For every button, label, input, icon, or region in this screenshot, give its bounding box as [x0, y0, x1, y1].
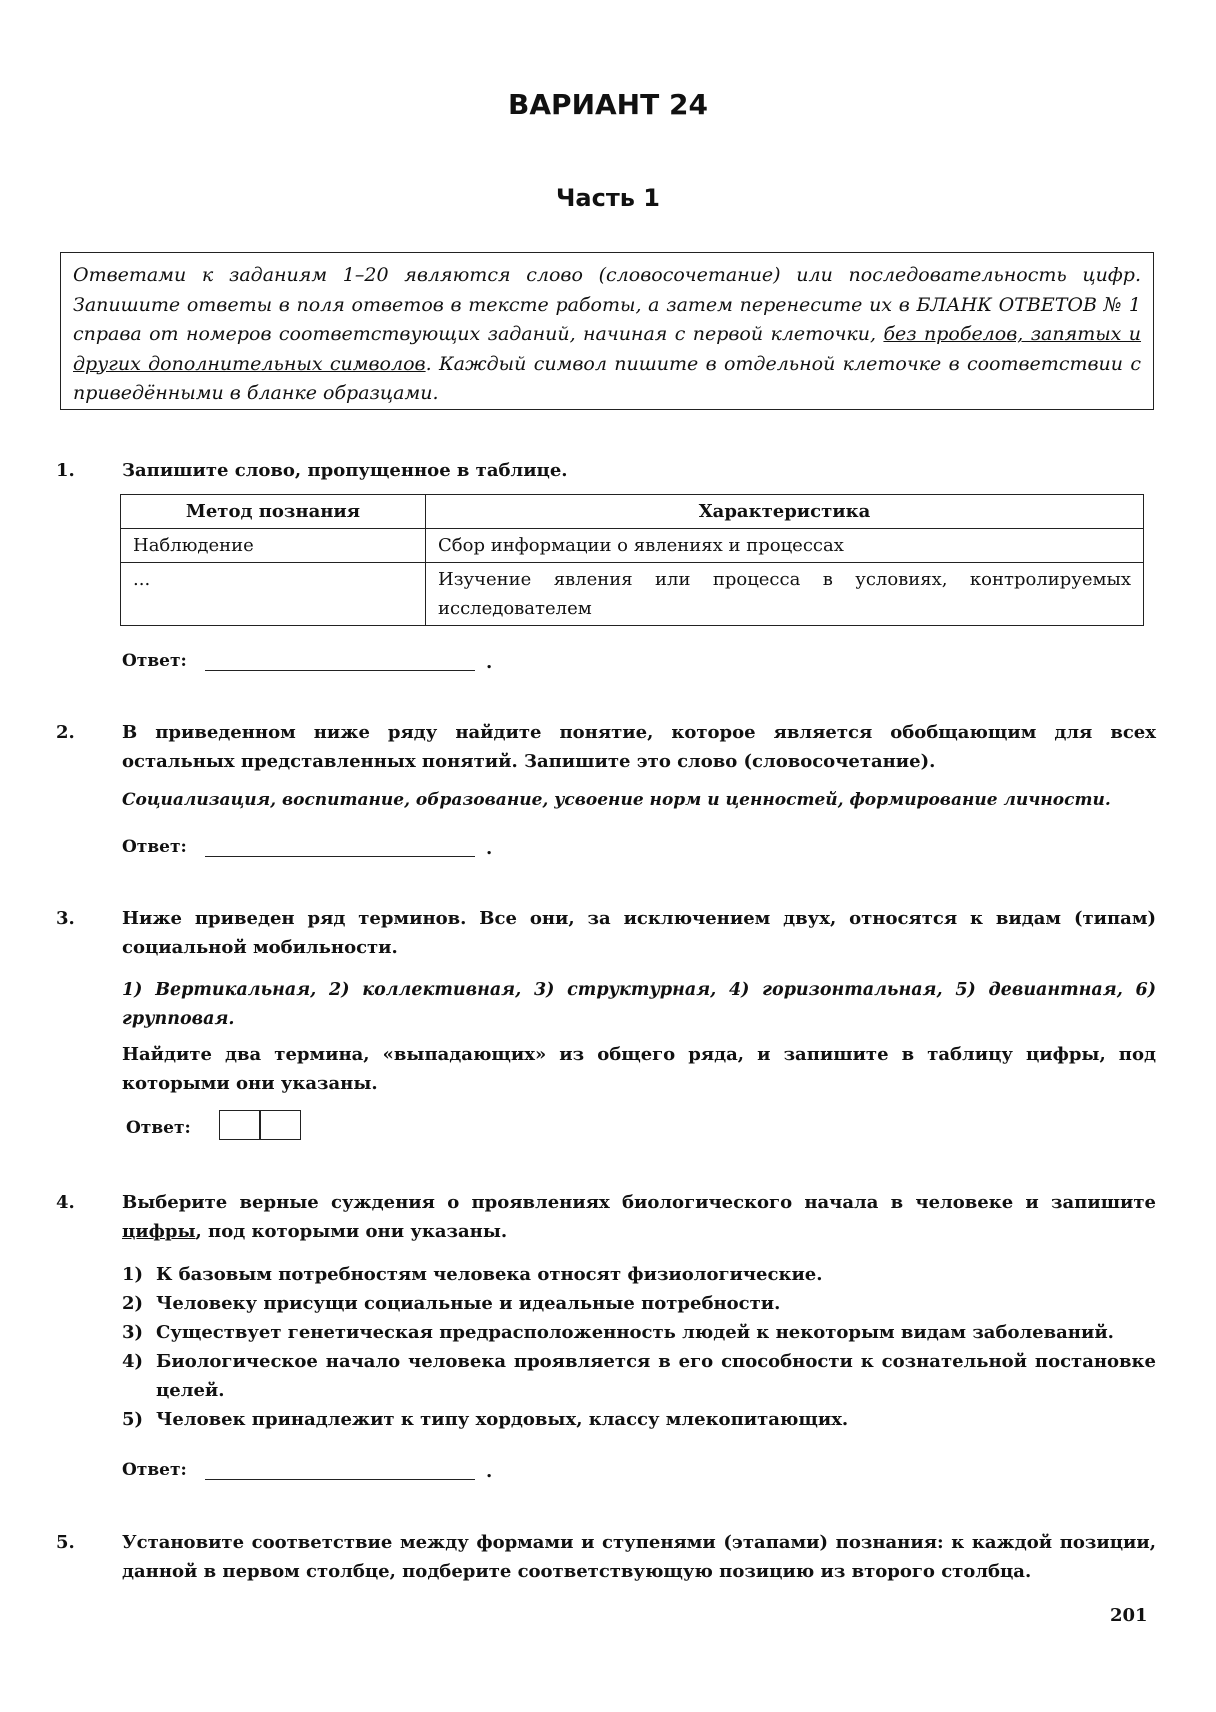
q4-answer-end: .	[486, 1461, 493, 1482]
table-cell: Изучение явления или процесса в условиях, контролируемых исследователем	[426, 563, 1144, 626]
q4-text-underlined: цифры	[122, 1221, 196, 1242]
instructions-box	[60, 252, 1154, 410]
option-number: 1)	[122, 1264, 144, 1285]
instructions-underlined: без пробелов, запятых и других дополнительных символов	[73, 323, 1142, 375]
q1-answer-label: Ответ:	[122, 651, 187, 671]
q3-number: 3.	[56, 908, 75, 929]
variant-title: ВАРИАНТ 24	[508, 88, 708, 121]
q3-task: Найдите два термина, «выпадающих» из общего ряда, и запишите в таблицу цифры, под которыми они указаны.	[122, 1044, 1156, 1094]
q3-answer-boxes	[220, 1110, 301, 1140]
option-text: Биологическое начало человека проявляется в его способности к сознательной постановке целей.	[156, 1351, 1156, 1401]
q5-number: 5.	[56, 1532, 75, 1553]
instructions-text: Ответами к заданиям 1–20 являются слово (словосочетание) или последовательность цифр. Запишите ответы в поля ответов в тексте работы, а затем перенесите их в БЛАНК ОТВЕТОВ № 1 справа от номеров соответствующих заданий, начиная с первой клеточки,	[73, 264, 1141, 345]
option-number: 4)	[122, 1351, 144, 1372]
option-number: 2)	[122, 1293, 144, 1314]
q3-answer-label: Ответ:	[126, 1118, 191, 1138]
q4-number: 4.	[56, 1192, 75, 1213]
answer-cell[interactable]	[259, 1110, 301, 1140]
table-row	[121, 529, 1144, 563]
table-cell: Сбор информации о явлениях и процессах	[426, 529, 1144, 563]
q1-answer-end: .	[486, 652, 493, 673]
list-item	[122, 1347, 1156, 1405]
table-row	[121, 563, 1144, 626]
q5-text: Установите соответствие между формами и ступенями (этапами) познания: к каждой позиции, данной в первом столбце, подберите соответствующую позицию из второго столбца.	[122, 1532, 1156, 1582]
option-number: 5)	[122, 1409, 144, 1430]
option-text: Человеку присущи социальные и идеальные потребности.	[156, 1293, 781, 1314]
table-cell: Наблюдение	[121, 529, 426, 563]
q2-term-list: Социализация, воспитание, образование, усвоение норм и ценностей, формирование личности.	[122, 790, 1111, 810]
q4-text-end: , под которыми они указаны.	[195, 1221, 508, 1242]
q4-answer-label: Ответ:	[122, 1460, 187, 1480]
table-cell: ...	[121, 563, 426, 626]
q4-text	[122, 1188, 1156, 1246]
option-text: Человек принадлежит к типу хордовых, классу млекопитающих.	[156, 1409, 849, 1430]
q2-text: В приведенном ниже ряду найдите понятие, которое является обобщающим для всех остальных представленных понятий. Запишите это слово (словосочетание).	[122, 722, 1156, 772]
list-item	[122, 1318, 1156, 1347]
list-item	[122, 1289, 1156, 1318]
option-text: К базовым потребностям человека относят физиологические.	[156, 1264, 823, 1285]
q1-number: 1.	[56, 460, 75, 481]
q2-answer-field[interactable]	[205, 856, 475, 857]
q1-answer-field[interactable]	[205, 670, 475, 671]
q3-term-list: 1) Вертикальная, 2) коллективная, 3) структурная, 4) горизонтальная, 5) девиантная, 6) групповая.	[122, 980, 1156, 1029]
answer-cell[interactable]	[219, 1110, 261, 1140]
q1-text: Запишите слово, пропущенное в таблице.	[122, 460, 568, 481]
table-header-method: Метод познания	[121, 495, 426, 529]
q1-table	[120, 494, 1144, 626]
option-text: Существует генетическая предрасположенность людей к некоторым видам заболеваний.	[156, 1322, 1114, 1343]
page-number: 201	[1110, 1605, 1148, 1626]
q4-answer-field[interactable]	[205, 1479, 475, 1480]
part-title: Часть 1	[556, 184, 660, 212]
instructions-text-end: . Каждый символ пишите в отдельной клеточке в соответствии с приведёнными в бланке образцами.	[73, 352, 1141, 404]
list-item	[122, 1260, 1156, 1289]
table-header-row	[121, 495, 1144, 529]
list-item	[122, 1405, 1156, 1434]
table-header-characteristic: Характеристика	[426, 495, 1144, 529]
q4-text-start: Выберите верные суждения о проявлениях биологического начала в человеке и запишите	[122, 1192, 1156, 1213]
q2-number: 2.	[56, 722, 75, 743]
q2-answer-label: Ответ:	[122, 837, 187, 857]
q3-text: Ниже приведен ряд терминов. Все они, за исключением двух, относятся к видам (типам) социальной мобильности.	[122, 908, 1156, 958]
q2-answer-end: .	[486, 838, 493, 859]
option-number: 3)	[122, 1322, 144, 1343]
